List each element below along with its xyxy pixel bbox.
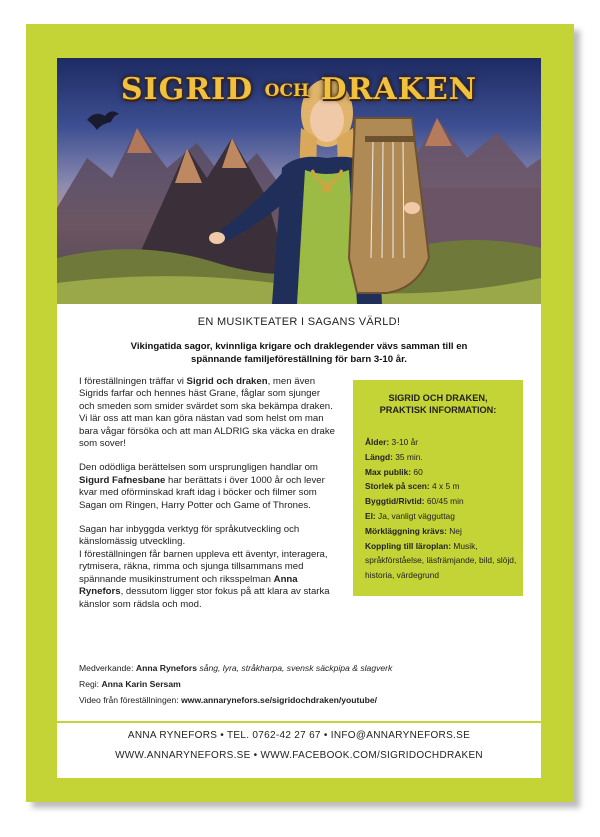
contact-line: ANNA RYNEFORS • TEL. 0762-42 27 67 • INFO@ANNARYNEFORS.SE — [127, 730, 471, 741]
description — [79, 376, 335, 623]
poster-content — [57, 58, 541, 778]
info-item: Mörkläggning krävs: Nej — [365, 525, 462, 536]
hero-banner — [57, 58, 541, 304]
credits — [79, 660, 519, 708]
cast-line: Medverkande: Anna Rynefors sång, lyra, stråkharpa, svensk säckpipa & slagverk — [79, 663, 393, 673]
info-item: Storlek på scen: 4 x 5 m — [365, 481, 460, 492]
video-link[interactable]: www.annarynefors.se/sigridochdraken/youtube/ — [181, 695, 378, 705]
info-item: Koppling till läroplan: Musik, språkförståelse, läsfrämjande, bild, slöjd, historia, värdegrund — [365, 540, 517, 581]
paragraph-1: I föreställningen träffar vi Sigrid och draken, men även Sigrids farfar och hennes häst Grane, fåglar som sjunger och smeden som smider svärdet som ska bekämpa draken. Vi lär oss att man kan göra nästan vad som helst om man bara vågar försöka och att man ALDRIG ska väcka en drake som sover! — [79, 376, 335, 450]
director-line: Regi: Anna Karin Sersam — [79, 679, 181, 689]
info-item: Max publik: 60 — [365, 466, 423, 477]
web-line: WWW.ANNARYNEFORS.SE • WWW.FACEBOOK.COM/SIGRIDOCHDRAKEN — [115, 750, 483, 761]
info-list — [365, 435, 520, 583]
info-item: El: Ja, vanligt vägguttag — [365, 510, 455, 521]
divider — [57, 721, 541, 723]
video-line: Video från föreställningen: www.annarynefors.se/sigridochdraken/youtube/ — [79, 695, 378, 705]
paragraph-3: Sagan har inbyggda verktyg för språkutveckling och känslomässig utveckling. I föreställningen får barnen uppleva ett äventyr, interagera, rytmisera, räkna, rimma och sjunga tillsammans med spännande musikinstrument och riksspelman Anna Rynefors, dessutom ligger stor fokus på att klara av starka känslor som rädsla och mod. — [79, 524, 330, 610]
info-item: Ålder: 3-10 år — [365, 437, 419, 447]
info-title: SIGRID OCH DRAKEN, PRAKTISK INFORMATION: — [379, 393, 497, 415]
show-title: SIGRID OCH DRAKEN — [120, 72, 478, 107]
paragraph-2: Den odödliga berättelsen som ursprungligen handlar om Sigurd Fafnesbane har berättats i över 1000 år och lever kvar med oförminskad kraft idag i böcker och filmer som Sagan om Ringen, Harry Potter och Game of Thrones. — [79, 462, 325, 511]
lead-text: Vikingatida sagor, kvinnliga krigare och draklegender vävs samman till en spännande familjeföreställning för barn 3-10 år. — [130, 341, 468, 365]
info-item: Längd: 35 min. — [365, 451, 423, 462]
practical-info-box — [353, 380, 523, 596]
subtitle: EN MUSIKTEATER I SAGANS VÄRLD! — [197, 316, 401, 328]
info-item: Byggtid/Rivtid: 60/45 min — [365, 496, 464, 507]
